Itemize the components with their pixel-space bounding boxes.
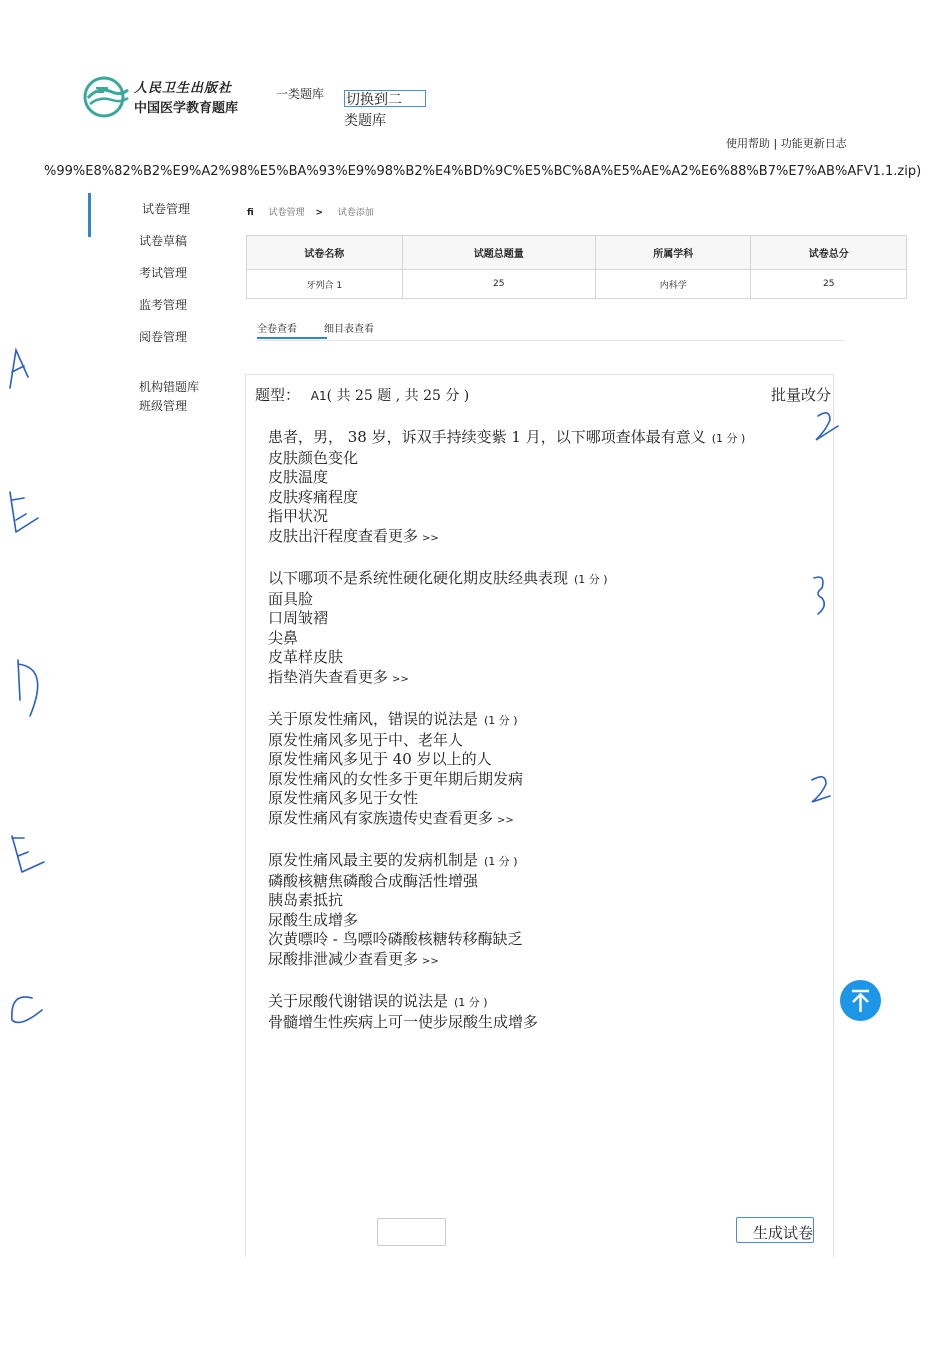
sidebar-item-paper-drafts[interactable]: 试卷草稿 bbox=[139, 234, 188, 248]
view-more-link[interactable]: 查看更多 bbox=[328, 667, 389, 686]
subject-cell: 内科学 bbox=[595, 270, 751, 299]
handwriting-number-2-mark bbox=[816, 413, 838, 440]
question-stem-text: 关于原发性痛风，错误的说法是 bbox=[268, 710, 479, 728]
total-score-cell: 25 bbox=[751, 270, 907, 299]
question-option-text: 尿酸生成增多 bbox=[268, 910, 359, 929]
question-option-text: 原发性痛风多见于中、老年人 bbox=[268, 730, 464, 749]
column-header: 试卷总分 bbox=[751, 236, 907, 270]
question-option-text: 尖鼻 bbox=[268, 628, 299, 647]
sidebar-item-exam-management[interactable]: 考试管理 bbox=[139, 266, 188, 280]
handwriting-letter-a-mark bbox=[10, 350, 28, 388]
handwriting-letter-d-mark bbox=[18, 660, 38, 716]
question-option-text: 指垫消失 bbox=[268, 667, 329, 686]
question-option-text: 皮肤疼痛程度 bbox=[268, 487, 359, 506]
view-more-arrow-icon[interactable]: >> bbox=[497, 814, 514, 826]
handwriting-letter-e-mark bbox=[10, 492, 38, 532]
handwriting-number-2-mark-2 bbox=[812, 777, 830, 802]
sidebar-item-proctor-management[interactable]: 监考管理 bbox=[139, 298, 188, 312]
column-header: 所属学科 bbox=[595, 236, 751, 270]
question-points: (1 分 ) bbox=[711, 432, 746, 445]
question-option-text: 骨髓增生性疾病上可一使步尿酸生成增多 bbox=[268, 1012, 539, 1031]
question-stem-text: 关于尿酸代谢错误的说法是 bbox=[268, 992, 449, 1010]
question-option-text: 皮肤出汗程度 bbox=[268, 526, 359, 545]
question-option-text: 皮肤颜色变化 bbox=[268, 448, 359, 467]
question-points: (1 分 ) bbox=[484, 855, 518, 868]
switch-bank-button[interactable]: 切换到二 bbox=[344, 90, 426, 107]
view-more-arrow-icon[interactable]: >> bbox=[422, 532, 439, 544]
question-option-text: 原发性痛风的女性多于更年期后期发病 bbox=[268, 769, 524, 788]
question-option-text: 口周皱褶 bbox=[268, 609, 329, 628]
view-more-arrow-icon[interactable]: >> bbox=[422, 955, 439, 967]
question-option-text: 原发性痛风多见于女性 bbox=[268, 789, 419, 808]
view-more-link[interactable]: 查看更多 bbox=[358, 526, 419, 545]
handwriting-letter-e-mark-2 bbox=[12, 836, 44, 872]
question-option-text: 胰岛素抵抗 bbox=[268, 891, 344, 910]
question-points: (1 分 ) bbox=[484, 714, 518, 727]
sidebar-item-class-management[interactable]: 班级管理 bbox=[139, 399, 188, 413]
question-points: (1 分 ) bbox=[574, 573, 608, 586]
column-header: 试题总题量 bbox=[402, 236, 595, 270]
current-bank-label: 一类题库 bbox=[276, 87, 325, 101]
question-option-text: 皮革样皮肤 bbox=[268, 648, 344, 667]
breadcrumb-paper-management[interactable]: 试卷管理 bbox=[268, 208, 305, 218]
logo-publisher-name: 人民卫生出版社 bbox=[134, 81, 233, 96]
sidebar-item-paper-management[interactable]: 试卷管理 bbox=[142, 202, 191, 216]
breadcrumb-separator: > bbox=[315, 208, 323, 218]
generate-paper-button[interactable]: 生成试卷 bbox=[736, 1217, 814, 1243]
view-more-link[interactable]: 查看更多 bbox=[433, 808, 494, 827]
question-option-text: 次黄嘌呤 - 鸟嘌呤磷酸核糖转移酶缺乏 bbox=[268, 930, 523, 949]
question-type-value: A1 bbox=[310, 389, 327, 403]
question-option-text: 磷酸核糖焦磷酸合成酶活性增强 bbox=[268, 871, 479, 890]
question-stem-text: 患者，男， 38 岁，诉双手持续变紫 1 月，以下哪项查体最有意义 bbox=[268, 428, 706, 446]
question-option-text: 原发性痛风多见于 40 岁以上的人 bbox=[268, 750, 492, 769]
handwriting-number-3-mark bbox=[814, 577, 824, 614]
view-more-link[interactable]: 查看更多 bbox=[358, 949, 419, 968]
breadcrumb-current: 试卷添加 bbox=[337, 208, 374, 218]
breadcrumb-home-icon[interactable]: fi bbox=[247, 208, 254, 218]
question-stem-text: 原发性痛风最主要的发病机制是 bbox=[268, 851, 479, 869]
download-url-text: %99%E8%82%B2%E9%A2%98%E5%BA%93%E9%98%B2%E4%BD%9C%E5%BC%8A%E5%AE%A2%E6%88%B7%E7%AB%AFV1.1.zip) bbox=[44, 164, 922, 179]
question-points: (1 分 ) bbox=[454, 996, 488, 1009]
tab-full-paper[interactable]: 全卷查看 bbox=[257, 324, 297, 335]
question-option-text: 尿酸排泄减少 bbox=[268, 949, 359, 968]
question-type-summary: ( 共 25 题 , 共 25 分 ) bbox=[326, 388, 470, 404]
tab-detail-table[interactable]: 细目表查看 bbox=[324, 324, 374, 335]
sidebar-item-wrong-question-bank[interactable]: 机构错题库 bbox=[139, 380, 200, 394]
question-count-cell: 25 bbox=[402, 270, 595, 299]
paper-name-cell: 牙列合 1 bbox=[247, 270, 403, 299]
column-header: 试卷名称 bbox=[247, 236, 403, 270]
logo-product-name: 中国医学教育题库 bbox=[134, 101, 239, 116]
view-more-arrow-icon[interactable]: >> bbox=[392, 673, 409, 685]
question-option-text: 原发性痛风有家族遗传史 bbox=[268, 808, 434, 827]
help-links[interactable]: 使用帮助 | 功能更新日志 bbox=[726, 137, 847, 150]
question-type-label: 题型： bbox=[255, 386, 301, 404]
switch-bank-button-label-2[interactable]: 类题库 bbox=[344, 113, 386, 129]
question-option-text: 皮肤温度 bbox=[268, 468, 329, 487]
question-option-text: 面具脸 bbox=[268, 589, 314, 608]
question-stem-text: 以下哪项不是系统性硬化硬化期皮肤经典表现 bbox=[268, 569, 569, 587]
question-option-text: 指甲状况 bbox=[268, 507, 329, 526]
batch-edit-score-button[interactable]: 批量改分 bbox=[771, 386, 832, 404]
sidebar-item-grading-management[interactable]: 阅卷管理 bbox=[139, 330, 188, 344]
handwriting-letter-c-mark bbox=[12, 997, 42, 1023]
